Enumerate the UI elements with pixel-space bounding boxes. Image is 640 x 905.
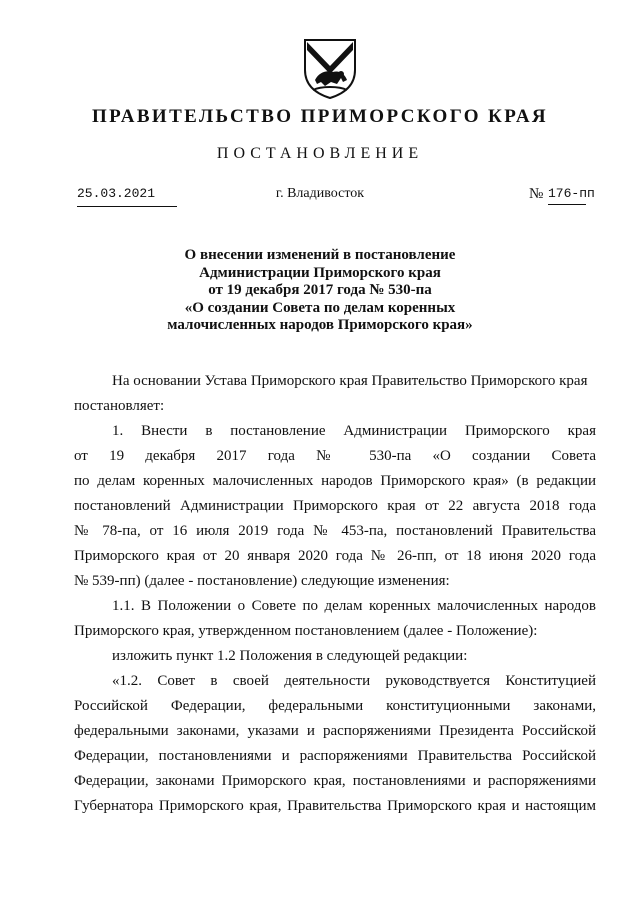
body-line: постановлений Администрации Приморского края от 22 августа 2018 года — [74, 498, 596, 514]
body-line: Федерации, законами Приморского края, постановлениями и распоряжениями — [74, 773, 596, 789]
body-line: Приморского края от 20 января 2020 года № 26-пп, от 18 июня 2020 года — [74, 548, 596, 564]
title-line: Администрации Приморского края — [199, 264, 441, 281]
body-line: Российской Федерации, федеральными конституционными законами, — [74, 698, 596, 714]
document-city: г. Владивосток — [275, 186, 365, 201]
body-line: 1.1. В Положении о Совете по делам коренных малочисленных народов — [112, 598, 596, 614]
body-line: изложить пункт 1.2 Положения в следующей редакции: — [112, 648, 468, 664]
document-body — [74, 369, 596, 819]
body-line: федеральными законами, указами и распоряжениями Президента Российской — [74, 723, 596, 739]
body-line: от 19 декабря 2017 года № 530-па «О создании Совета — [74, 448, 596, 464]
title-line: малочисленных народов Приморского края» — [167, 317, 473, 333]
body-line: Приморского края, утвержденном постановлением (далее - Положение): — [74, 623, 538, 639]
body-line: № 78-па, от 16 июля 2019 года № 453-па, постановлений Правительства — [74, 523, 596, 539]
government-name: ПРАВИТЕЛЬСТВО ПРИМОРСКОГО КРАЯ — [91, 106, 549, 127]
document-type: ПОСТАНОВЛЕНИЕ — [216, 145, 424, 162]
number-sign: № — [529, 186, 544, 202]
body-line: «1.2. Совет в своей деятельности руководствуется Конституцией — [112, 673, 596, 689]
body-line: по делам коренных малочисленных народов Приморского края» (в редакции — [74, 473, 596, 489]
title-line: от 19 декабря 2017 года № 530-па — [208, 282, 432, 298]
document-title — [0, 247, 640, 335]
title-line: О внесении изменений в постановление — [184, 247, 456, 263]
body-line: постановляет: — [74, 398, 165, 414]
body-line: Губернатора Приморского края, Правительства Приморского края и настоящим — [74, 798, 596, 814]
title-line: «О создании Совета по делам коренных — [184, 299, 456, 316]
body-line: На основании Устава Приморского края Правительство Приморского края — [112, 373, 588, 389]
document-date: 25.03.2021 — [77, 184, 177, 207]
body-line: Федерации, постановлениями и распоряжениями Правительства Российской — [74, 748, 596, 764]
body-line: № 539-пп) (далее - постановление) следующие изменения: — [74, 573, 450, 589]
coat-of-arms-emblem — [301, 36, 359, 100]
document-number — [548, 184, 612, 206]
body-line: 1. Внести в постановление Администрации Приморского края — [112, 423, 596, 439]
document-number-value: 176-пп — [548, 184, 586, 205]
